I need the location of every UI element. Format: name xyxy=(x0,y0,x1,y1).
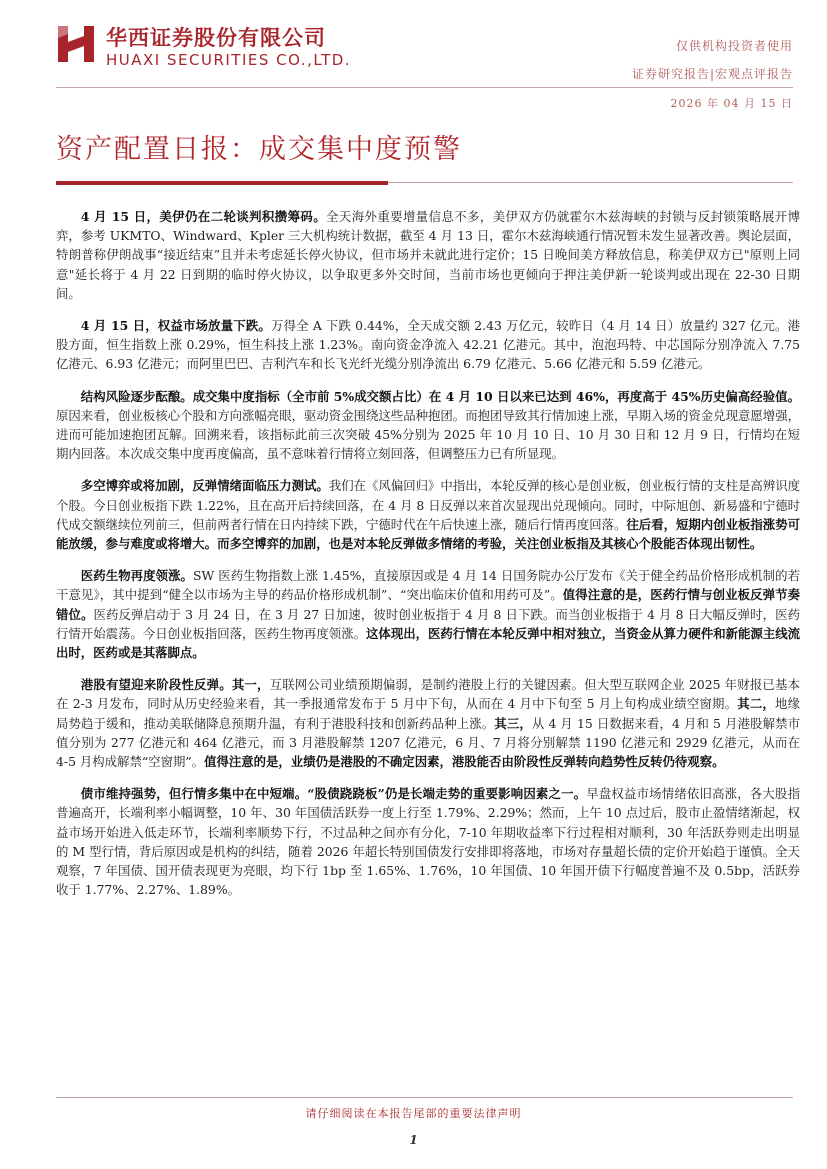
paragraph-lead: 4 月 15 日，权益市场放量下跌。 xyxy=(80,318,272,334)
paragraph-conclusion: 往后看，短期内创业板指涨势可能放缓，参与难度或将增大。而多空博弈的加剧，也是对本轮反弹做多情绪的考验，关注创业板指及其核心个股能否体现出韧性。 xyxy=(56,516,800,552)
paragraph-text: SW 医药生物指数上涨 1.45%，直接原因或是 4 月 14 日国务院办公厅发布《关于健全药品价格形成机制的若干意见》，其中提到“健全以市场为主导的药品价格形成机制”、“突出临床价值和用药可及”。 xyxy=(56,568,800,603)
paragraph-text: 互联网公司业绩预期偏弱，是制约港股上行的关键因素。但大型互联网企业 2025 年财报已基本在 2-3 月发布，同时从历史经验来看，其一季报通常发布于 5 月中下旬，从而在 4 月中下旬至 5 月上旬构成业绩空窗期。 xyxy=(56,677,800,712)
paragraph-conclusion: 这体现出，医药行情在本轮反弹中相对独立，当资金从算力硬件和新能源主线流出时，医药或是其落脚点。 xyxy=(56,625,801,661)
report-header xyxy=(0,0,827,110)
paragraph-lead: 4 月 15 日，美伊仍在二轮谈判积攒筹码。 xyxy=(80,209,327,224)
title-divider-thick xyxy=(56,181,388,185)
paragraph-lead: 港股有望迎来阶段性反弹。其一， xyxy=(80,677,270,693)
paragraph-highlight: 其三， xyxy=(494,715,532,731)
paragraph-text: 全天海外重要增量信息不多，美伊双方仍就霍尔木兹海峡的封锁与反封锁策略展开博弈，参考 UKMTO、Windward、Kpler 三大机构统计数据，截至 4 月 13 日，霍尔木兹海峡通行情况暂未发生显著改善。舆论层面，特朗普称伊朗战事“接近结束”且并未考虑延长停火协议，但市场并未就此进行定价；15 日晚间美方释放信息，称美伊双方已"原则上同意"延长将于 4 月 22 日到期的临时停火协议，以争取更多外交时间，当前市场也更倾向于押注美伊新一轮谈判或出现在 22-30 日期间。 xyxy=(56,209,801,301)
audience-tagline: 仅供机构投资者使用 xyxy=(675,39,793,53)
paragraph-highlight: 值得注意的是，医药行情与创业板反弹节奏错位。 xyxy=(56,587,801,622)
paragraph-equity-market xyxy=(56,316,800,374)
title-divider-thin xyxy=(388,182,793,183)
brand-name-en: HUAXI SECURITIES CO.,LTD. xyxy=(106,51,352,69)
paragraph-text: 地缘局势趋于缓和，推动美联储降息预期升温，有利于港股科技和创新药品种上涨。 xyxy=(56,696,801,731)
paragraph-geopolitics xyxy=(56,207,800,303)
report-date: 2026 年 04 月 15 日 xyxy=(670,97,793,110)
paragraph-pharma xyxy=(56,566,800,662)
paragraph-text: 原因来看，创业板核心个股和方向涨幅亮眼，驱动资金围绕这些品种抱团。而抱团导致其行情加速上涨，早期入场的资金兑现意愿增强，进而可能加速抱团瓦解。回溯来看，该指标此前三次突破 45%分别为 2025 年 10 月 10 日、10 月 30 日和 12 月 9 日，行情均在短期内回落。本次成交集中度再度偏高，虽不意味着行情将立刻回落，但调整压力已有所显现。 xyxy=(56,407,800,462)
huaxi-logo-icon xyxy=(56,22,98,64)
paragraph-bond-market xyxy=(56,784,800,899)
footer-divider xyxy=(56,1097,793,1098)
paragraph-text: 早盘权益市场情绪依旧高涨，各大股指普遍高开，长端利率小幅调整，10 年、30 年国债活跃券一度上行至 1.79%、2.29%；然而，上午 10 点过后，股市止盈情绪渐起，权益市场开始进入低走环节，长端利率顺势下行，不过品种之间亦有分化，7-10 年期收益率下行过程相对顺利，30 年活跃券则走出明显的 M 型行情，背后原因或是机构的纠结，随着 2026 年超长特别国债发行安排即将落地，市场对存量超长债的定价开始趋于谨慎。全天观察，7 年国债、国开债表现更为亮眼，均下行 1bp 至 1.65%、1.76%，10 年国债、10 年国开债下行幅度普遍不及 0.5bp，活跃券收于 1.77%、2.27%、1.89%。 xyxy=(56,786,800,898)
report-body xyxy=(56,207,800,913)
paragraph-text: 医药反弹启动于 3 月 24 日，在 3 月 27 日加速，彼时创业板指于 4 月 8 日下跌。而当创业板指于 4 月 8 日大幅反弹时，医药行情开始震荡。今日创业板指回落，医药生物再度领涨。 xyxy=(56,606,800,641)
paragraph-text: 我们在《风偏回归》中指出，本轮反弹的核心是创业板，创业板行情的支柱是高辨识度个股。今日创业板指下跌 1.22%，且在高开后持续回落，在 4 月 8 日反弹以来首次显现出兑现倾向。同时，中际旭创、新易盛和宁德时代成交额继续位列前三，但前两者行情在日内持续下跌，宁德时代在午后快速上涨，随后行情再度回落。 xyxy=(56,478,801,532)
page-number: 1 xyxy=(409,1133,418,1147)
report-title: 资产配置日报：成交集中度预警 xyxy=(56,134,462,165)
paragraph-text: 万得全 A 下跌 0.44%，全天成交额 2.43 万亿元，较昨日（4 月 14 日）放量约 327 亿元。港股方面，恒生指数上涨 0.29%，恒生科技上涨 1.23%。南向资金净流入 42.21 亿港元。其中，泡泡玛特、中芯国际分别净流入 7.75 亿港元、6.93 亿港元；而阿里巴巴、吉利汽车和长飞光纤光缆分别净流出 6.79 亿港元、5.66 亿港元和 5.59 亿港元。 xyxy=(56,318,800,372)
title-divider xyxy=(56,181,793,185)
paragraph-text: 从 4 月 15 日数据来看，4 月和 5 月港股解禁市值分别为 277 亿港元和 464 亿港元，而 3 月港股解禁 1207 亿港元，6 月、7 月将分别解禁 1190 亿港元和 2929 亿港元，从而在 4-5 月构成解禁“空窗期”。 xyxy=(56,715,801,770)
legal-notice: 请仔细阅读在本报告尾部的重要法律声明 xyxy=(305,1107,522,1120)
paragraph-highlight: 其二， xyxy=(737,696,776,712)
paragraph-lead: 医药生物再度领涨。 xyxy=(80,568,193,584)
brand-name-cn: 华西证券股份有限公司 xyxy=(106,25,326,50)
paragraph-conclusion: 值得注意的是，业绩仍是港股的不确定因素，港股能否由阶段性反弹转向趋势性反转仍待观察。 xyxy=(204,754,725,770)
paragraph-lead: 多空博弈或将加剧，反弹情绪面临压力测试。 xyxy=(80,478,329,494)
paragraph-lead: 结构风险逐步酝酿。成交集中度指标（全市前 5%成交额占比）在 4 月 10 日以来已达到 46%，再度高于 45%历史偏高经验值。 xyxy=(80,388,800,404)
paragraph-lead: 债市维持强势，但行情多集中在中短端。“股债跷跷板”仍是长端走势的重要影响因素之一。 xyxy=(80,786,587,802)
paragraph-long-short xyxy=(56,476,800,553)
paragraph-concentration-risk xyxy=(56,387,800,464)
paragraph-hk-stocks xyxy=(56,675,800,771)
header-divider xyxy=(56,87,793,88)
report-type: 证券研究报告|宏观点评报告 xyxy=(631,67,793,81)
